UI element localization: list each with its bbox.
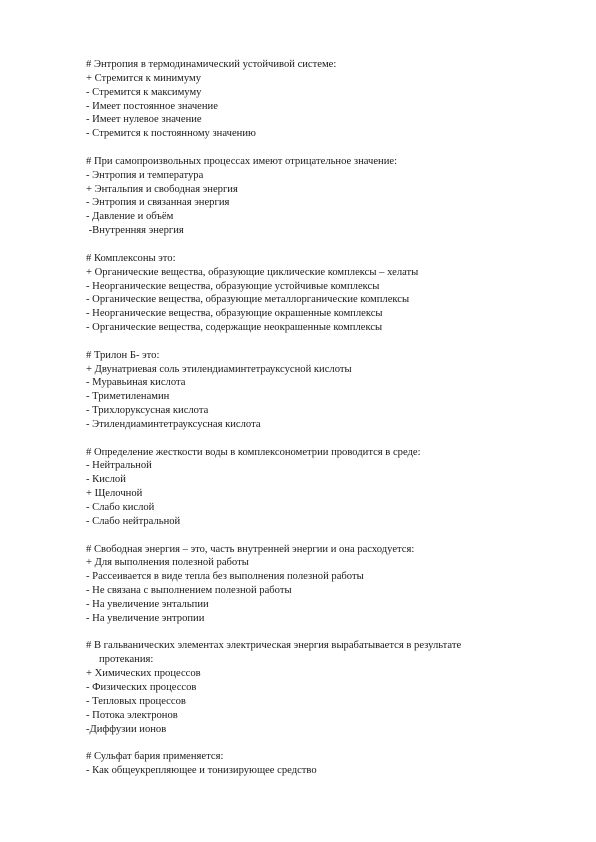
answer-option: - Потока электронов <box>86 709 178 721</box>
answer-option: - Тепловых процессов <box>86 695 186 707</box>
answer-option: - На увеличение энтропии <box>86 612 205 624</box>
question-text: # Трилон Б- это: <box>86 349 160 361</box>
answer-option: - Нейтральной <box>86 460 152 472</box>
question-text: # Комплексоны это: <box>86 252 176 264</box>
answer-option: - Как общеукрепляющее и тонизирующее средство <box>86 765 317 777</box>
answer-option: + Для выполнения полезной работы <box>86 557 249 569</box>
question-text: # Энтропия в термодинамический устойчивой системе: <box>86 59 337 70</box>
answer-option: + Органические вещества, образующие циклические комплексы – хелаты <box>86 266 419 278</box>
answer-option: - Кислой <box>86 474 126 486</box>
answer-option: - Имеет постоянное значение <box>86 100 218 112</box>
answer-option: + Стремится к минимуму <box>86 72 202 84</box>
answer-option: - Энтропия и температура <box>86 169 204 181</box>
answer-option: - Слабо нейтральной <box>86 515 181 527</box>
question-block <box>86 446 566 529</box>
answer-option: - Трихлоруксусная кислота <box>86 405 209 417</box>
answer-option: - Имеет нулевое значение <box>86 114 202 126</box>
answer-option: -Внутренняя энергия <box>86 225 184 237</box>
question-text: # Определение жесткости воды в комплексонометрии проводится в среде: <box>86 446 421 458</box>
question-block <box>86 155 566 238</box>
answer-option: - Этилендиаминтетрауксусная кислота <box>86 418 261 430</box>
question-text: # При самопроизвольных процессах имеют отрицательное значение: <box>86 155 398 167</box>
question-block <box>86 252 566 335</box>
question-block <box>86 349 566 432</box>
answer-option: - Неорганические вещества, образующие устойчивые комплексы <box>86 280 380 292</box>
answer-option: - Органические вещества, содержащие неокрашенные комплексы <box>86 322 383 334</box>
answer-option: - Муравьиная кислота <box>86 377 186 389</box>
answer-option: - Слабо кислой <box>86 502 155 513</box>
question-block <box>86 639 566 736</box>
answer-option: -Диффузии ионов <box>86 723 167 735</box>
question-text: # Свободная энергия – это, часть внутренней энергии и она расходуется: <box>86 543 415 555</box>
question-text: # В гальванических элементах электрическая энергия вырабатывается в результате <box>86 640 462 652</box>
answer-option: + Двунатриевая соль этилендиаминтетрауксусной кислоты <box>86 363 352 375</box>
answer-option: - Стремится к постоянному значению <box>86 128 256 140</box>
answer-option: - Стремится к максимуму <box>86 86 202 98</box>
question-block <box>86 58 566 141</box>
answer-option: - На увеличение энтальпии <box>86 598 209 610</box>
question-block <box>86 750 566 778</box>
answer-option: - Давление и объём <box>86 211 174 223</box>
answer-option: - Физических процессов <box>86 681 197 693</box>
answer-option: - Неорганические вещества, образующие окрашенные комплексы <box>86 308 383 320</box>
question-text-continuation: протекания: <box>99 654 154 666</box>
question-block <box>86 543 566 626</box>
question-text: # Сульфат бария применяется: <box>86 751 224 763</box>
answer-option: + Энтальпия и свободная энергия <box>86 183 238 195</box>
answer-option: - Не связана с выполнением полезной работы <box>86 585 292 597</box>
answer-option: - Энтропия и связанная энергия <box>86 197 230 209</box>
answer-option: + Химических процессов <box>86 668 201 680</box>
answer-option: - Органические вещества, образующие металлорганические комплексы <box>86 294 410 306</box>
answer-option: - Рассеивается в виде тепла без выполнения полезной работы <box>86 571 364 583</box>
question-list <box>86 58 566 792</box>
answer-option: - Триметиленамин <box>86 391 170 403</box>
answer-option: + Щелочной <box>86 488 143 500</box>
